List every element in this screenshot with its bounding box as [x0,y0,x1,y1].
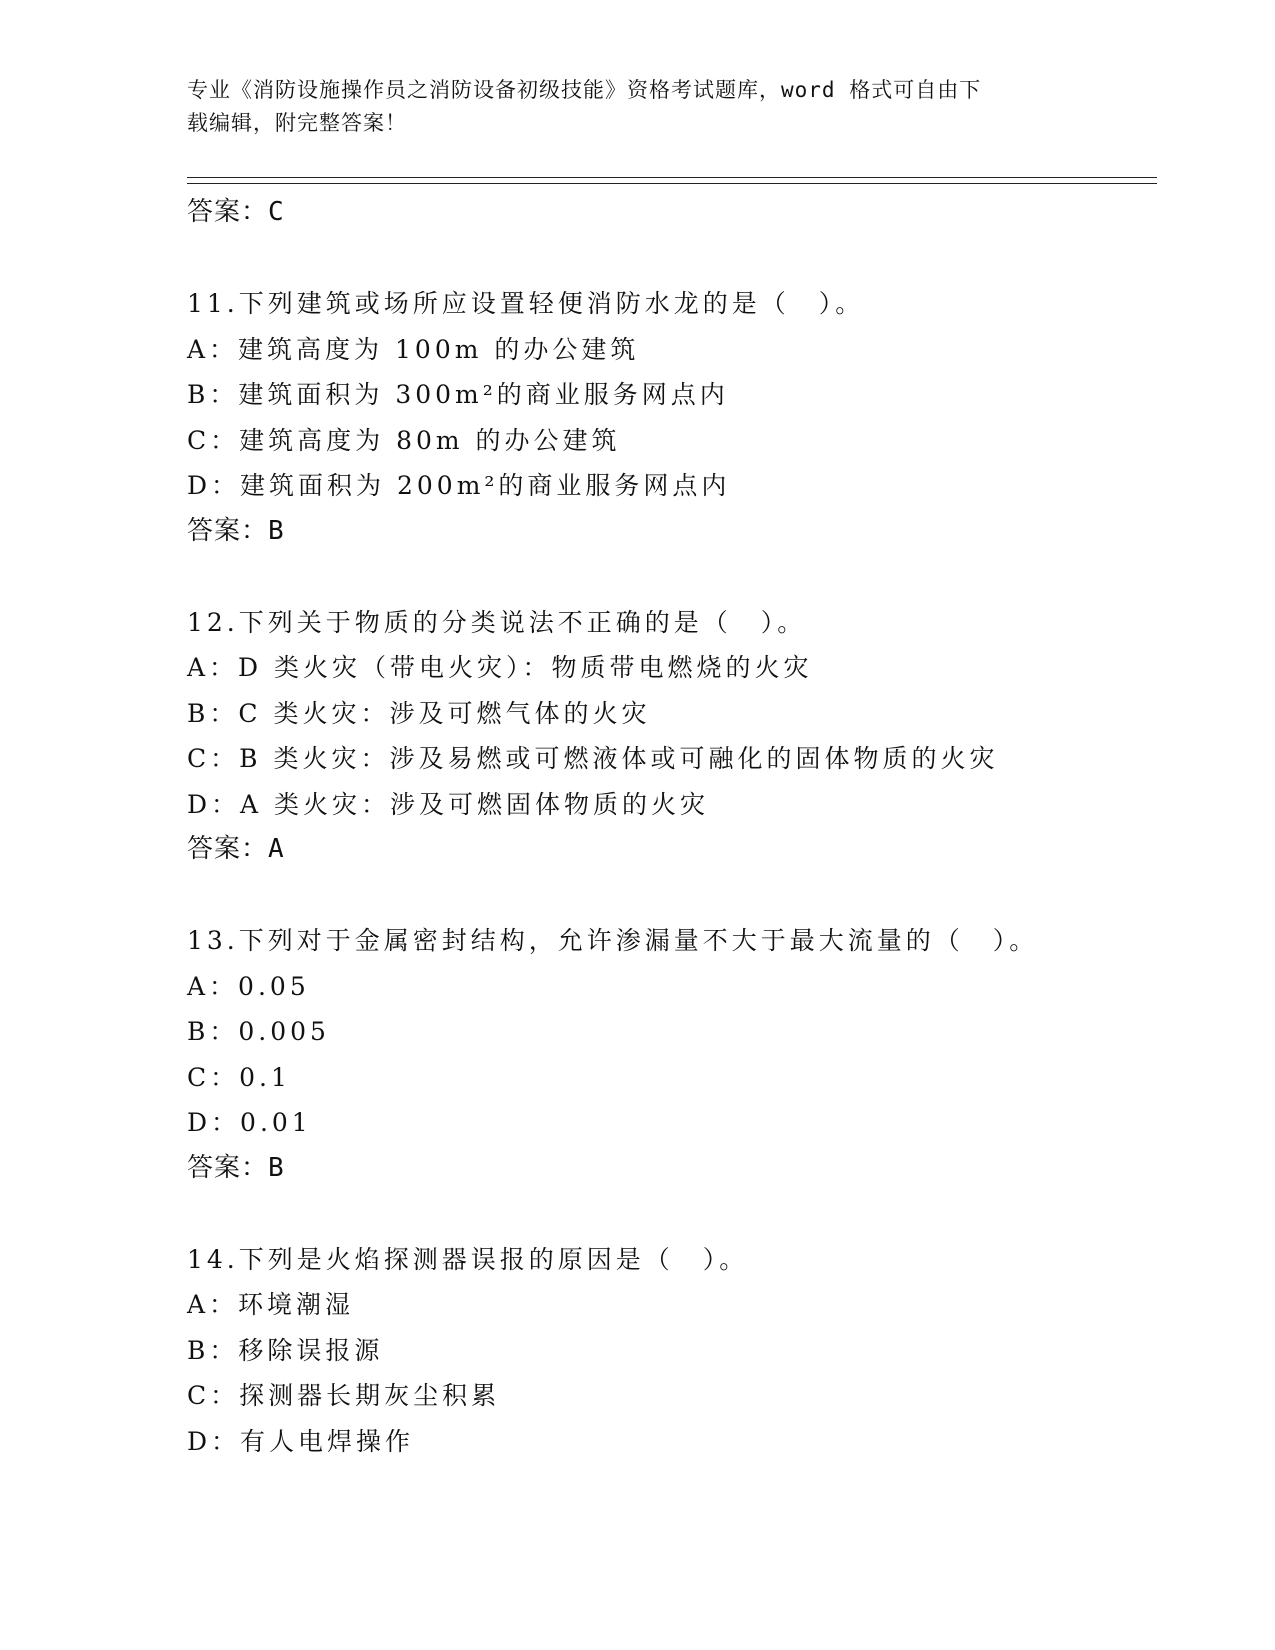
question-answer: 答案：A [187,834,285,864]
page-header [187,74,1067,140]
option-a: A：环境潮湿 [187,1290,355,1319]
question-answer: 答案：B [187,1152,285,1183]
option-d: D：A 类火灾：涉及可燃固体物质的火灾 [187,789,710,819]
option-d: D：有人电焊操作 [187,1426,415,1456]
header-line-2: 载编辑，附完整答案！ [187,111,407,135]
question-title: 14.下列是火焰探测器误报的原因是（ ）。 [187,1244,749,1274]
question-title: 13.下列对于金属密封结构，允许渗漏量不大于最大流量的（ ）。 [187,926,1039,955]
option-c: C：0.1 [187,1062,291,1092]
previous-answer: 答案：C [187,197,285,227]
option-a: A：建筑高度为 100m 的办公建筑 [187,334,640,364]
question-answer: 答案：B [187,515,285,546]
header-line-1: 专业《消防设施操作员之消防设备初级技能》资格考试题库，word 格式可自由下 [187,78,982,102]
option-c: C：B 类火灾：涉及易燃或可燃液体或可融化的固体物质的火灾 [187,744,999,773]
header-divider-top [187,177,1157,178]
option-b: B：C 类火灾：涉及可燃气体的火灾 [187,698,651,728]
question-title: 12.下列关于物质的分类说法不正确的是（ ）。 [187,607,807,637]
option-b: B：移除误报源 [187,1335,384,1365]
option-b: B：建筑面积为 300m²的商业服务网点内 [187,380,729,409]
question-14 [187,1237,1167,1465]
question-title: 11.下列建筑或场所应设置轻便消防水龙的是（ ）。 [187,289,865,318]
option-d: D：建筑面积为 200m²的商业服务网点内 [187,471,731,500]
option-d: D：0.01 [187,1108,312,1137]
option-a: A：D 类火灾（带电火灾）：物质带电燃烧的火灾 [187,653,813,682]
question-11 [187,281,1167,554]
option-c: C：建筑高度为 80m 的办公建筑 [187,425,621,455]
option-c: C：探测器长期灰尘积累 [187,1381,501,1410]
question-12 [187,600,1167,873]
option-b: B：0.005 [187,1017,330,1046]
question-13 [187,918,1167,1191]
header-divider-bottom [187,183,1157,184]
option-a: A：0.05 [187,971,310,1001]
question-list [187,190,1167,1464]
